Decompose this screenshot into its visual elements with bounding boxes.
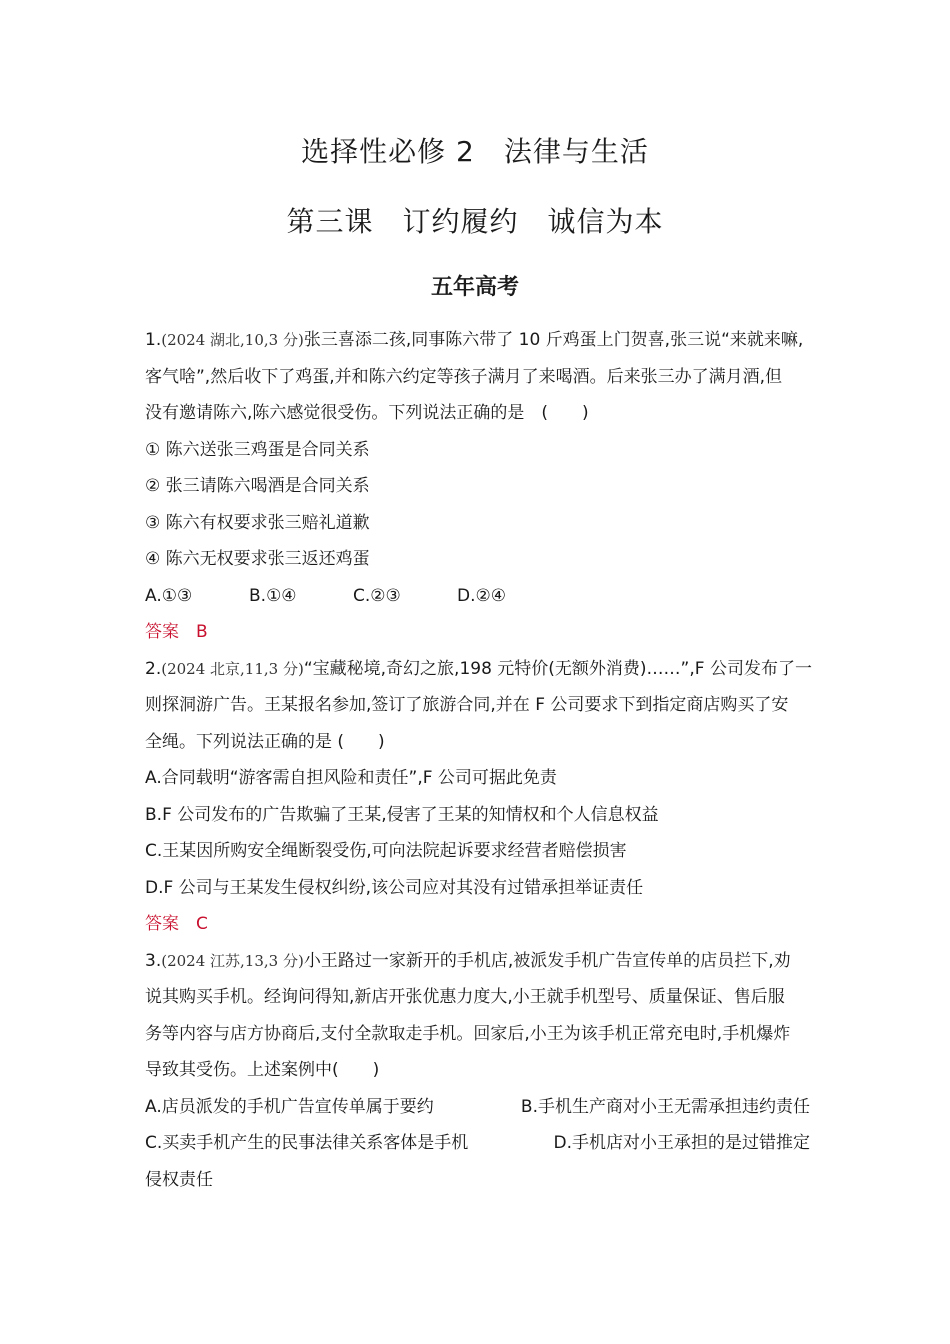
q3-stem-line: 导致其受伤。上述案例中( ) xyxy=(145,1060,380,1080)
q1-item: ① 陈六送张三鸡蛋是合同关系 xyxy=(145,439,370,460)
q3-option-d: D.手机店对小王承担的是过错推定 xyxy=(553,1133,810,1153)
q2-stem-line: 全绳。下列说法正确的是 ( ) xyxy=(145,731,385,752)
q1-option-d: D.②④ xyxy=(457,585,506,606)
answer-value: B xyxy=(196,622,208,642)
q1-options xyxy=(145,578,810,615)
q1-option-b: B.①④ xyxy=(249,585,297,606)
section-title: 五年高考 xyxy=(430,275,519,300)
q2-stem-text: “宝藏秘境,奇幻之旅,198 元特价(无额外消费)……”,F 公司发布了一 xyxy=(303,658,812,679)
q3-options-row-2 xyxy=(145,1125,810,1162)
q1-option-a: A.①③ xyxy=(145,585,193,606)
q3-option-b: B.手机生产商对小王无需承担违约责任 xyxy=(520,1096,810,1117)
q3-number: 3. xyxy=(145,950,162,971)
q2-stem-line: 则探洞游广告。王某报名参加,签订了旅游合同,并在 F 公司要求下到指定商店购买了安 xyxy=(145,695,789,715)
answer-label: 答案 xyxy=(145,914,179,934)
q1-source: (2024 湖北,10,3 分) xyxy=(161,331,304,349)
q3-stem-line xyxy=(145,943,810,980)
q2-option-a: A.合同载明“游客需自担风险和责任”,F 公司可据此免责 xyxy=(145,768,557,788)
q3-source: (2024 江苏,13,3 分) xyxy=(161,951,304,970)
question-list xyxy=(145,322,810,1198)
q1-item: ④ 陈六无权要求张三返还鸡蛋 xyxy=(145,549,370,569)
q2-stem-line xyxy=(145,651,810,688)
q3-stem-text: 小王路过一家新开的手机店,被派发手机广告宣传单的店员拦下,劝 xyxy=(303,950,791,971)
q2-option-c: C.王某因所购安全绳断裂受伤,可向法院起诉要求经营者赔偿损害 xyxy=(145,841,627,861)
q1-answer xyxy=(145,614,810,651)
q1-stem-line: 客气啥”,然后收下了鸡蛋,并和陈六约定等孩子满月了来喝酒。后来张三办了满月酒,但 xyxy=(145,366,783,387)
q1-number: 1. xyxy=(145,330,162,350)
q2-number: 2. xyxy=(145,658,162,679)
q1-item: ③ 陈六有权要求张三赔礼道歉 xyxy=(145,512,370,533)
module-title: 选择性必修 2 法律与生活 xyxy=(301,135,649,168)
q1-stem-text: 张三喜添二孩,同事陈六带了 10 斤鸡蛋上门贺喜,张三说“来就来嘛, xyxy=(303,330,804,350)
q3-options-row-1 xyxy=(145,1089,810,1126)
q3-stem-line: 说其购买手机。经询问得知,新店开张优惠力度大,小王就手机型号、质量保证、售后服 xyxy=(145,987,785,1007)
lesson-title: 第三课 订约履约 诚信为本 xyxy=(286,205,664,238)
q2-option-b: B.F 公司发布的广告欺骗了王某,侵害了王某的知情权和个人信息权益 xyxy=(145,804,659,825)
answer-value: C xyxy=(196,914,208,934)
q1-option-c: C.②③ xyxy=(353,585,401,606)
q3-option-a: A.店员派发的手机广告宣传单属于要约 xyxy=(145,1096,434,1117)
q1-item: ② 张三请陈六喝酒是合同关系 xyxy=(145,476,370,496)
q3-option-d-continued: 侵权责任 xyxy=(145,1169,213,1190)
q2-source: (2024 北京,11,3 分) xyxy=(161,659,304,678)
q3-stem-line: 务等内容与店方协商后,支付全款取走手机。回家后,小王为该手机正常充电时,手机爆炸 xyxy=(145,1023,791,1044)
q2-option-d: D.F 公司与王某发生侵权纠纷,该公司应对其没有过错承担举证责任 xyxy=(145,877,644,898)
q2-answer xyxy=(145,906,810,943)
answer-label: 答案 xyxy=(145,622,179,642)
q3-option-c: C.买卖手机产生的民事法律关系客体是手机 xyxy=(145,1133,469,1153)
q1-stem-line: 没有邀请陈六,陈六感觉很受伤。下列说法正确的是 ( ) xyxy=(145,403,589,423)
q1-stem-line xyxy=(145,322,810,359)
